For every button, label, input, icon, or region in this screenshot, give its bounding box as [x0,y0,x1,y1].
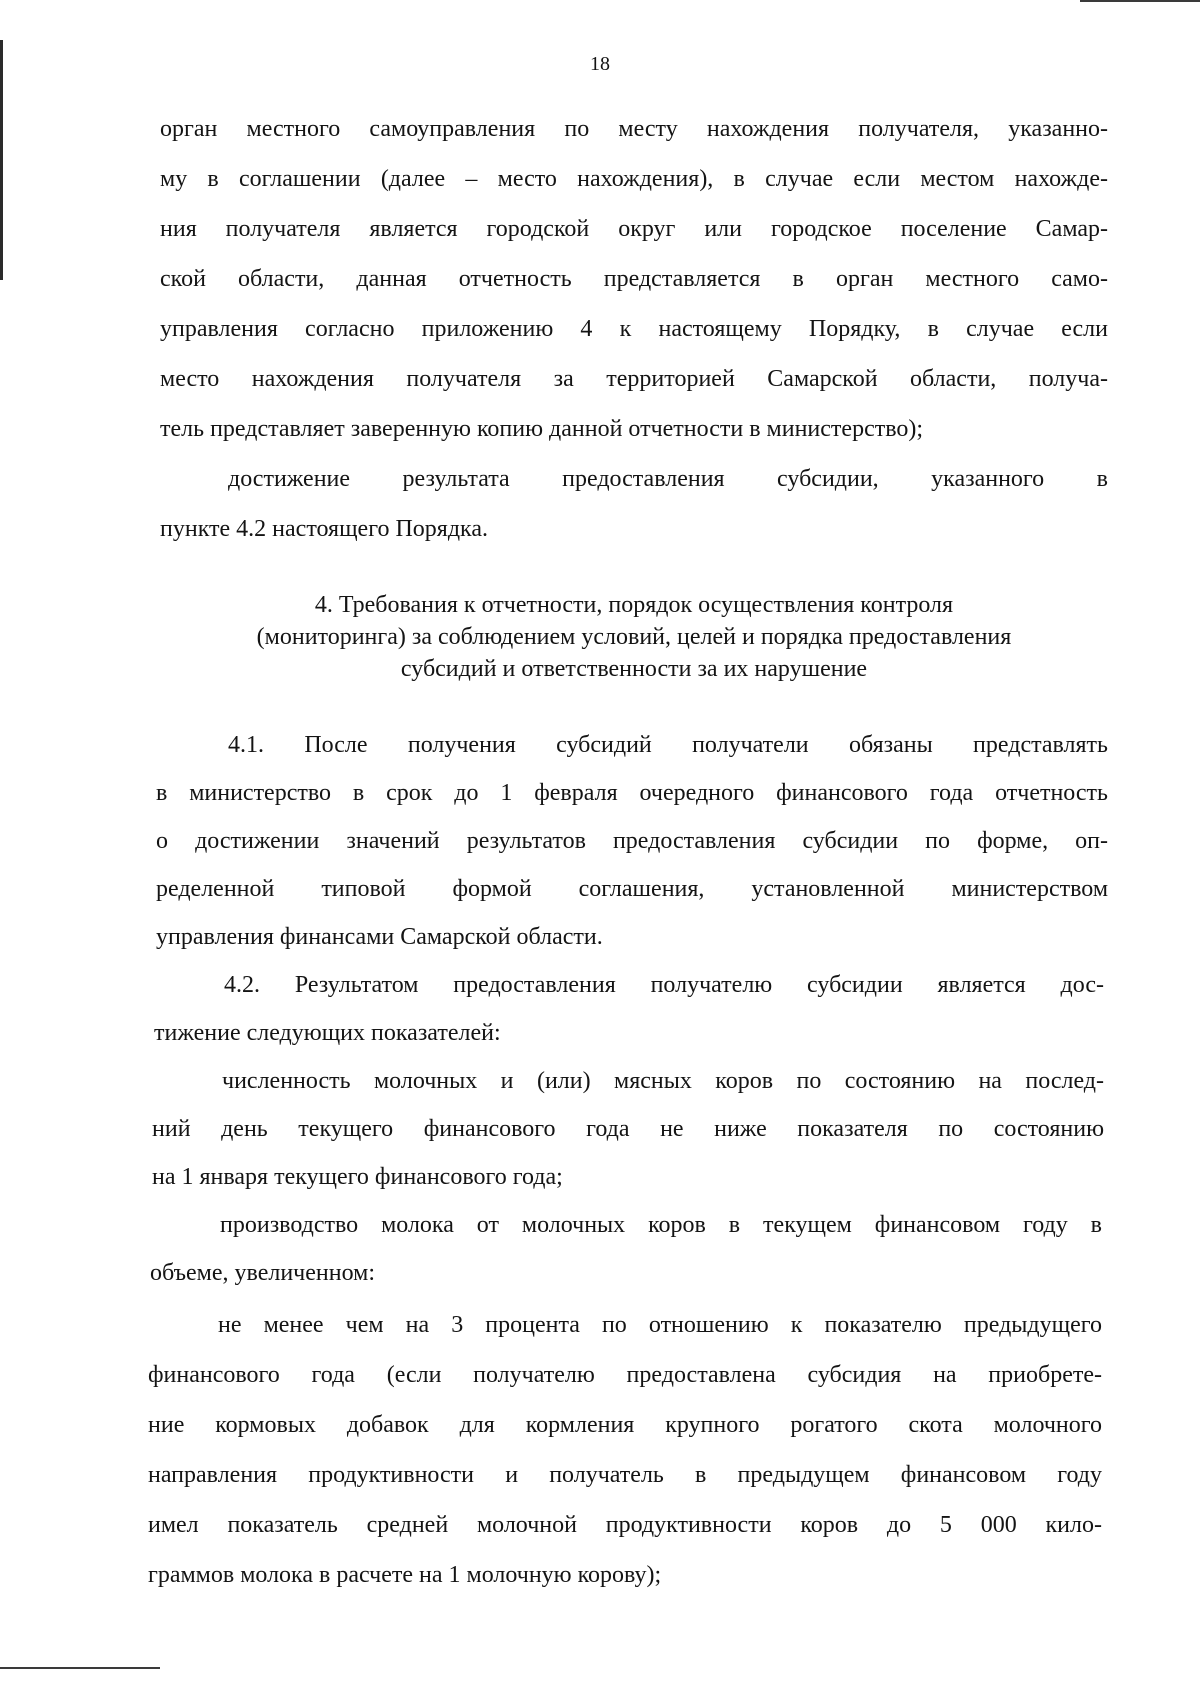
paragraph-line: не менее чем на 3 процента по отношению к показателю предыдущего [218,1312,1102,1338]
paragraph-line: объеме, увеличенном: [150,1260,375,1286]
scan-edge-top [1080,0,1200,2]
paragraph-line: достижение результата предоставления субсидии, указанного в [228,466,1108,492]
paragraph-line: направления продуктивности и получатель в предыдущем финансовом году [148,1462,1102,1488]
paragraph-line: управления согласно приложению 4 к настоящему Порядку, в случае если [160,316,1108,342]
paragraph-line: ние кормовых добавок для кормления крупного рогатого скота молочного [148,1412,1102,1438]
paragraph-line: 4.1. После получения субсидий получатели обязаны представлять [228,732,1108,758]
paragraph-line: имел показатель средней молочной продуктивности коров до 5 000 кило- [148,1512,1102,1538]
paragraph-line: 4.2. Результатом предоставления получателю субсидии является дос- [224,972,1104,998]
paragraph-line: ний день текущего финансового года не ниже показателя по состоянию [152,1116,1104,1142]
paragraph-line: ределенной типовой формой соглашения, установленной министерством [156,876,1108,902]
section-heading-line: 4. Требования к отчетности, порядок осуществления контроля [314,592,954,618]
paragraph-line: место нахождения получателя за территорией Самарской области, получа- [160,366,1108,392]
paragraph-line: о достижении значений результатов предоставления субсидии по форме, оп- [156,828,1108,854]
paragraph-line: орган местного самоуправления по месту нахождения получателя, указанно- [160,116,1108,142]
scan-edge-bottom [0,1667,160,1669]
paragraph-line: финансового года (если получателю предоставлена субсидия на приобрете- [148,1362,1102,1388]
paragraph-line: управления финансами Самарской области. [156,924,603,950]
section-heading-line: субсидий и ответственности за их нарушение [400,656,868,682]
paragraph-line: ния получателя является городской округ или городское поселение Самар- [160,216,1108,242]
paragraph-line: ской области, данная отчетность представляется в орган местного само- [160,266,1108,292]
paragraph-line: производство молока от молочных коров в текущем финансовом году в [220,1212,1102,1238]
paragraph-line: тижение следующих показателей: [154,1020,501,1046]
section-heading-line: (мониторинга) за соблюдением условий, целей и порядка предоставления [256,624,1012,650]
paragraph-line: граммов молока в расчете на 1 молочную корову); [148,1562,662,1588]
paragraph-line: численность молочных и (или) мясных коров по состоянию на послед- [222,1068,1104,1094]
paragraph-line: на 1 января текущего финансового года; [152,1164,563,1190]
scan-edge-left [0,40,3,280]
paragraph-line: тель представляет заверенную копию данной отчетности в министерство); [160,416,924,442]
paragraph-line: му в соглашении (далее – место нахождения), в случае если местом нахожде- [160,166,1108,192]
page-number: 18 [590,53,610,75]
paragraph-line: пункте 4.2 настоящего Порядка. [160,516,488,542]
paragraph-line: в министерство в срок до 1 февраля очередного финансового года отчетность [156,780,1108,806]
